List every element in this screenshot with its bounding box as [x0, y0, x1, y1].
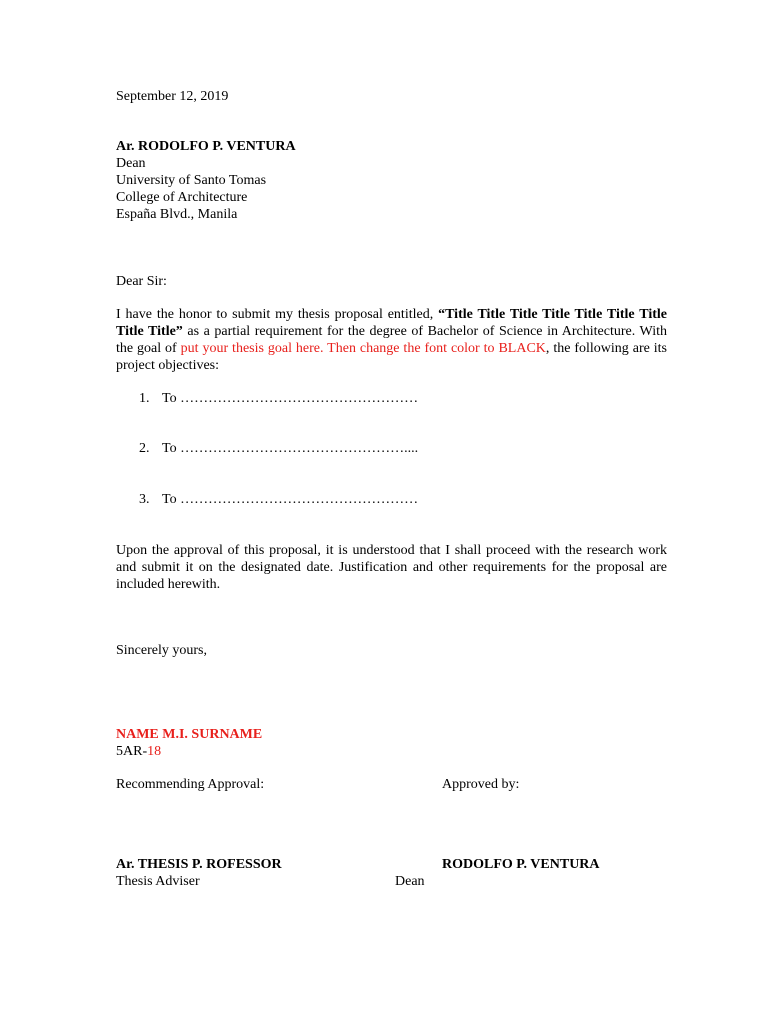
intro-text-part1: I have the honor to submit my thesis proposal entitled, — [116, 307, 439, 322]
intro-text-part2: as a partial requirement for the degree of Bachelor of Science in Architecture. With the goal of — [116, 324, 667, 356]
section-prefix: 5AR- — [116, 744, 148, 759]
adviser-name: Ar. THESIS P. ROFESSOR — [116, 857, 282, 872]
closing-paragraph: Upon the approval of this proposal, it is understood that I shall proceed with the research work and submit it on the designated date. Justification and other requirements for the proposal are included herewith. — [116, 543, 667, 592]
recommending-approval-label: Recommending Approval: — [116, 777, 265, 792]
objective-text: To ………………………………………….... — [162, 441, 419, 456]
adviser-title: Thesis Adviser — [116, 874, 200, 889]
letter-date: September 12, 2019 — [116, 89, 229, 104]
objective-number: 2. — [139, 441, 150, 456]
thesis-goal-placeholder: put your thesis goal here. Then change the font color to BLACK — [180, 341, 546, 356]
recipient-college: College of Architecture — [116, 190, 248, 205]
intro-paragraph — [116, 306, 667, 374]
sender-section — [116, 743, 161, 760]
approved-by-label: Approved by: — [442, 777, 520, 792]
section-number: 18 — [147, 744, 162, 759]
objective-text: To …………………………………………… — [162, 492, 419, 507]
objective-text: To …………………………………………… — [162, 391, 419, 406]
objective-number: 1. — [139, 391, 150, 406]
recipient-name: Ar. RODOLFO P. VENTURA — [116, 139, 296, 154]
sender-name: NAME M.I. SURNAME — [116, 727, 263, 742]
objective-number: 3. — [139, 492, 150, 507]
approver-title: Dean — [395, 874, 425, 889]
thesis-title: “Title Title Title Title Title Title Title Title Title” — [116, 307, 668, 339]
salutation: Dear Sir: — [116, 274, 167, 289]
approver-name: RODOLFO P. VENTURA — [442, 857, 600, 872]
intro-text-part3: , the following are its project objectives: — [116, 341, 667, 373]
recipient-address: España Blvd., Manila — [116, 207, 238, 222]
recipient-title: Dean — [116, 156, 146, 171]
sign-off: Sincerely yours, — [116, 643, 207, 658]
recipient-university: University of Santo Tomas — [116, 173, 267, 188]
